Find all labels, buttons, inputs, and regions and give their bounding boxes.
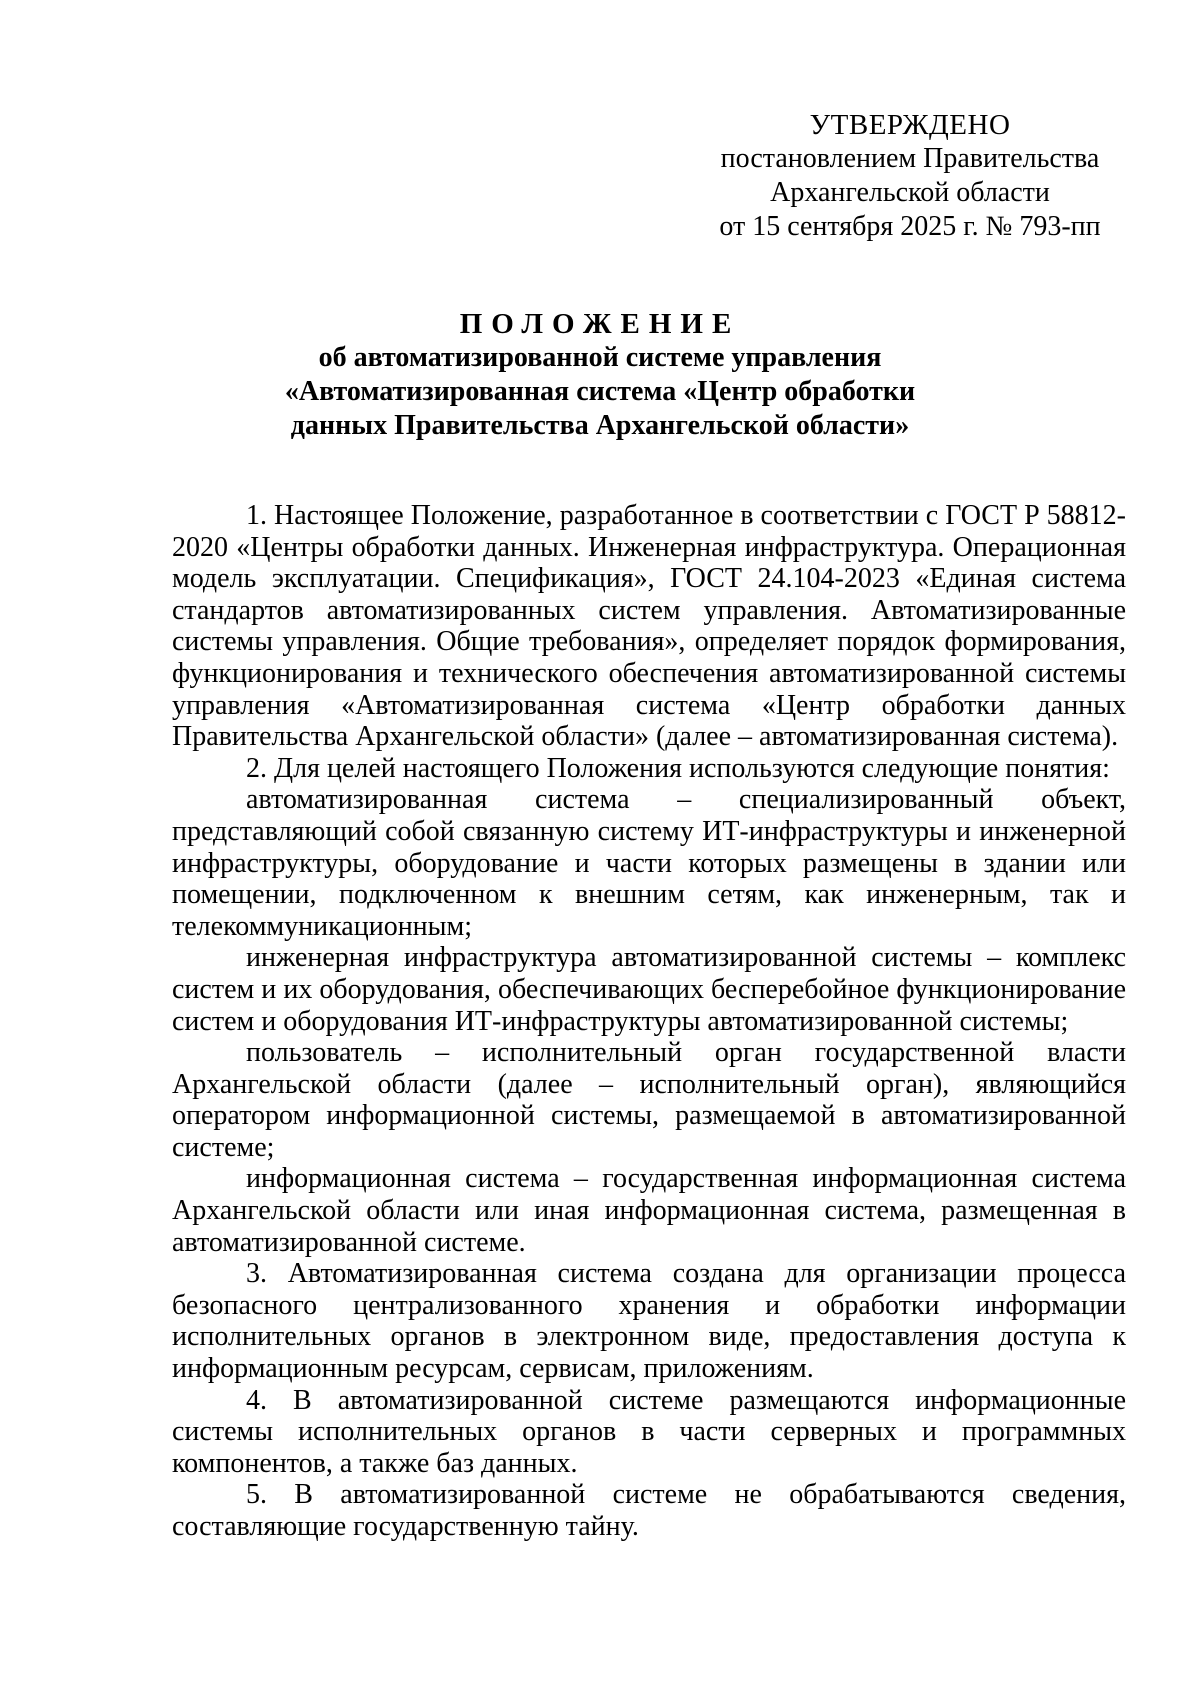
title-line-1: об автоматизированной системе управления bbox=[318, 342, 882, 373]
paragraph-2: 2. Для целей настоящего Положения используются следующие понятия: bbox=[246, 752, 1110, 784]
paragraph-4: 4. В автоматизированной системе размещаются информационные системы исполнительных органов в части серверных и программных компонентов, а также баз данных. bbox=[172, 1384, 1126, 1479]
approval-line-2: Архангельской области bbox=[770, 177, 1050, 208]
approval-heading: УТВЕРЖДЕНО bbox=[809, 109, 1011, 141]
document-title-block bbox=[150, 307, 1050, 443]
approval-line-1: постановлением Правительства bbox=[720, 143, 1100, 174]
document-body bbox=[172, 500, 1126, 1543]
definition-user: пользователь – исполнительный орган государственной власти Архангельской области (далее – исполнительный орган), являющийся оператором информационной системы, размещаемой в автоматизированной системе; bbox=[172, 1037, 1126, 1163]
definition-information-system: информационная система – государственная информационная система Архангельской области или иная информационная система, размещенная в автоматизированной системе. bbox=[172, 1163, 1126, 1258]
document-type-heading: ПОЛОЖЕНИЕ bbox=[459, 308, 741, 340]
paragraph-1: 1. Настоящее Положение, разработанное в соответствии с ГОСТ Р 58812-2020 «Центры обработки данных. Инженерная инфраструктура. Операционная модель эксплуатации. Спецификация», ГОСТ 24.104-2023 «Единая система стандартов автоматизированных систем управления. Автоматизированные системы управления. Общие требования», определяет порядок формирования, функционирования и технического обеспечения автоматизированной системы управления «Автоматизированная система «Центр обработки данных Правительства Архангельской области» (далее – автоматизированная система). bbox=[172, 500, 1126, 753]
definition-automated-system: автоматизированная система – специализированный объект, представляющий собой связанную систему ИТ-инфраструктуры и инженерной инфраструктуры, оборудование и части которых размещены в здании или помещении, подключенном к внешним сетям, как инженерным, так и телекоммуникационным; bbox=[172, 784, 1126, 942]
definition-engineering-infrastructure: инженерная инфраструктура автоматизированной системы – комплекс систем и их оборудования, обеспечивающих бесперебойное функционирование систем и оборудования ИТ-инфраструктуры автоматизированной системы; bbox=[172, 942, 1126, 1037]
paragraph-3: 3. Автоматизированная система создана для организации процесса безопасного централизованного хранения и обработки информации исполнительных органов в электронном виде, предоставления доступа к информационным ресурсам, сервисам, приложениям. bbox=[172, 1258, 1126, 1385]
approval-line-3: от 15 сентября 2025 г. № 793-пп bbox=[719, 211, 1101, 242]
approval-stamp bbox=[700, 108, 1120, 244]
paragraph-5: 5. В автоматизированной системе не обрабатываются сведения, составляющие государственную тайну. bbox=[172, 1479, 1126, 1542]
title-line-3: данных Правительства Архангельской области» bbox=[290, 410, 910, 441]
title-line-2: «Автоматизированная система «Центр обработки bbox=[284, 376, 916, 407]
